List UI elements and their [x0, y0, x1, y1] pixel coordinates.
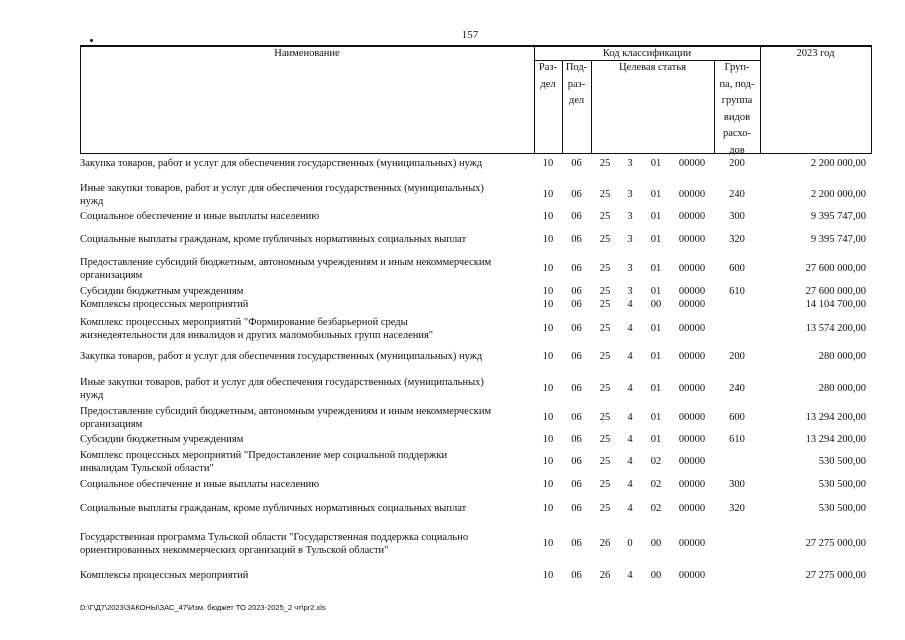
- header-group-line: группа: [721, 95, 753, 106]
- row-name-line: организациям: [80, 270, 143, 281]
- amount-cell: 13 574 200,00: [805, 323, 866, 334]
- row-name-line: организациям: [80, 419, 143, 430]
- row-name-line: ориентированных некоммерческих организаций в Тульской области": [80, 545, 389, 556]
- razdel-cell: 10: [542, 299, 554, 310]
- header-target: Целевая статья: [618, 62, 687, 73]
- header-code: Код классификации: [602, 48, 692, 59]
- podrazdel-cell: 06: [571, 456, 582, 467]
- row-name-line: Закупка товаров, работ и услуг для обеспечения государственных (муниципальных) нужд: [80, 351, 483, 362]
- target-direction-cell: 00000: [678, 434, 706, 445]
- podrazdel-cell: 06: [571, 412, 582, 423]
- razdel-cell: 10: [542, 383, 554, 394]
- group-cell: 200: [729, 158, 745, 169]
- target-program-cell: 25: [599, 434, 611, 445]
- target-complex-cell: 01: [650, 351, 662, 362]
- row-name-line: нужд: [80, 196, 104, 207]
- target-complex-cell: 01: [650, 234, 662, 245]
- row-name: [80, 569, 530, 582]
- row-name-line: Предоставление субсидий бюджетным, автономным учреждениям и иным некоммерческим: [80, 406, 492, 417]
- header-podrazdel-line: Под-: [565, 62, 588, 73]
- target-type-cell: 4: [627, 412, 633, 423]
- header-razdel-line: Раз-: [538, 62, 558, 73]
- podrazdel-cell: 06: [571, 383, 582, 394]
- target-program-cell: 25: [599, 189, 611, 200]
- header-year: 2023 год: [796, 48, 835, 59]
- table-header: [80, 45, 872, 154]
- amount-cell: 27 275 000,00: [805, 538, 866, 549]
- target-direction-cell: 00000: [678, 538, 706, 549]
- target-type-cell: 4: [627, 570, 633, 581]
- target-direction-cell: 00000: [678, 211, 706, 222]
- target-type-cell: 4: [627, 434, 633, 445]
- target-program-cell: 25: [599, 211, 611, 222]
- header-group-line: расхо-: [722, 128, 752, 139]
- row-name: [80, 433, 530, 446]
- target-complex-cell: 00: [650, 299, 662, 310]
- target-complex-cell: 01: [650, 412, 662, 423]
- amount-cell: 2 200 000,00: [810, 158, 866, 169]
- header-group: [714, 60, 760, 159]
- group-cell: 240: [729, 189, 745, 200]
- amount-cell: 9 395 747,00: [810, 211, 866, 222]
- target-program-cell: 25: [599, 234, 611, 245]
- razdel-cell: 10: [542, 234, 554, 245]
- target-program-cell: 25: [599, 412, 611, 423]
- razdel-cell: 10: [542, 158, 554, 169]
- row-name-line: Комплекс процессных мероприятий "Формирование безбарьерной среды: [80, 317, 408, 328]
- row-name-line: Закупка товаров, работ и услуг для обеспечения государственных (муниципальных) нужд: [80, 158, 483, 169]
- target-program-cell: 26: [599, 570, 611, 581]
- amount-cell: 280 000,00: [818, 351, 866, 362]
- podrazdel-cell: 06: [571, 570, 582, 581]
- header-podrazdel: [562, 60, 591, 110]
- target-direction-cell: 00000: [678, 234, 706, 245]
- target-direction-cell: 00000: [678, 383, 706, 394]
- podrazdel-cell: 06: [571, 211, 582, 222]
- podrazdel-cell: 06: [571, 299, 582, 310]
- amount-cell: 530 500,00: [818, 479, 866, 490]
- header-group-line: видов: [723, 111, 751, 123]
- row-name-line: Предоставление субсидий бюджетным, автономным учреждениям и иным некоммерческим: [80, 257, 492, 268]
- razdel-cell: 10: [542, 211, 554, 222]
- target-complex-cell: 00: [650, 538, 662, 549]
- amount-cell: 9 395 747,00: [810, 234, 866, 245]
- row-name-line: жизнедеятельности для инвалидов и других маломобильных групп населения": [80, 330, 434, 341]
- row-name: [80, 531, 530, 557]
- podrazdel-cell: 06: [571, 323, 582, 334]
- razdel-cell: 10: [542, 351, 554, 362]
- razdel-cell: 10: [542, 503, 554, 514]
- target-program-cell: 25: [599, 286, 611, 297]
- target-type-cell: 4: [627, 323, 633, 334]
- amount-cell: 13 294 200,00: [805, 434, 866, 445]
- row-name: [80, 478, 530, 491]
- podrazdel-cell: 06: [571, 234, 582, 245]
- target-complex-cell: 02: [650, 503, 662, 514]
- group-cell: 300: [729, 479, 745, 490]
- row-name: [80, 233, 530, 246]
- target-complex-cell: 01: [650, 286, 662, 297]
- row-name: [80, 256, 530, 282]
- row-name: [80, 350, 530, 363]
- group-cell: 320: [729, 503, 745, 514]
- row-name-line: Социальное обеспечение и иные выплаты населению: [80, 479, 320, 490]
- podrazdel-cell: 06: [571, 286, 582, 297]
- razdel-cell: 10: [542, 479, 554, 490]
- target-type-cell: 3: [627, 189, 633, 200]
- amount-cell: 27 600 000,00: [805, 263, 866, 274]
- scan-dot: [90, 39, 93, 42]
- target-type-cell: 4: [627, 299, 633, 310]
- target-complex-cell: 01: [650, 383, 662, 394]
- target-complex-cell: 02: [650, 456, 662, 467]
- target-type-cell: 0: [627, 538, 633, 549]
- target-type-cell: 4: [627, 503, 633, 514]
- podrazdel-cell: 06: [571, 351, 582, 362]
- border-right: [871, 46, 872, 154]
- row-name: [80, 316, 530, 342]
- target-direction-cell: 00000: [678, 299, 706, 310]
- target-complex-cell: 01: [650, 323, 662, 334]
- target-direction-cell: 00000: [678, 158, 706, 169]
- target-direction-cell: 00000: [678, 189, 706, 200]
- group-cell: 320: [729, 234, 745, 245]
- target-program-cell: 25: [599, 323, 611, 334]
- target-type-cell: 3: [627, 234, 633, 245]
- target-type-cell: 3: [627, 286, 633, 297]
- target-program-cell: 25: [599, 479, 611, 490]
- target-complex-cell: 01: [650, 263, 662, 274]
- row-name-line: Комплексы процессных мероприятий: [80, 299, 249, 310]
- podrazdel-cell: 06: [571, 479, 582, 490]
- razdel-cell: 10: [542, 570, 554, 581]
- row-name-line: Государственная программа Тульской области "Государственная поддержка социально: [80, 532, 469, 543]
- amount-cell: 14 104 700,00: [805, 299, 866, 310]
- razdel-cell: 10: [542, 434, 554, 445]
- target-program-cell: 25: [599, 503, 611, 514]
- row-name: [80, 210, 530, 223]
- row-name: [80, 298, 530, 311]
- target-direction-cell: 00000: [678, 479, 706, 490]
- amount-cell: 280 000,00: [818, 383, 866, 394]
- target-complex-cell: 01: [650, 189, 662, 200]
- header-group-line: Груп-: [724, 62, 750, 73]
- amount-cell: 530 500,00: [818, 503, 866, 514]
- razdel-cell: 10: [542, 538, 554, 549]
- header-name: Наименование: [274, 48, 340, 59]
- target-direction-cell: 00000: [678, 323, 706, 334]
- row-name-line: Социальное обеспечение и иные выплаты населению: [80, 211, 320, 222]
- header-razdel-line: дел: [540, 78, 556, 90]
- row-name: [80, 449, 530, 475]
- podrazdel-cell: 06: [571, 538, 582, 549]
- header-podrazdel-line: раз-: [567, 78, 586, 90]
- file-path-footer: D:\Г\Д7\2023\ЗАКОНЫ\ЗАС_47\Изм. бюджет ТО 2023-2025_2 чт\pr2.xls: [80, 603, 326, 612]
- target-program-cell: 25: [599, 383, 611, 394]
- target-program-cell: 25: [599, 263, 611, 274]
- podrazdel-cell: 06: [571, 189, 582, 200]
- target-type-cell: 4: [627, 456, 633, 467]
- razdel-cell: 10: [542, 286, 554, 297]
- target-complex-cell: 00: [650, 570, 662, 581]
- group-cell: 300: [729, 211, 745, 222]
- row-name: [80, 502, 530, 515]
- group-cell: 240: [729, 383, 745, 394]
- razdel-cell: 10: [542, 263, 554, 274]
- target-program-cell: 26: [599, 538, 611, 549]
- row-name: [80, 157, 530, 170]
- target-type-cell: 3: [627, 211, 633, 222]
- group-cell: 610: [729, 434, 745, 445]
- podrazdel-cell: 06: [571, 158, 582, 169]
- razdel-cell: 10: [542, 456, 554, 467]
- amount-cell: 530 500,00: [818, 456, 866, 467]
- target-type-cell: 3: [627, 263, 633, 274]
- target-type-cell: 4: [627, 351, 633, 362]
- row-name-line: Социальные выплаты гражданам, кроме публичных нормативных социальных выплат: [80, 234, 467, 245]
- row-name-line: Комплексы процессных мероприятий: [80, 570, 249, 581]
- target-type-cell: 4: [627, 383, 633, 394]
- target-type-cell: 4: [627, 479, 633, 490]
- target-program-cell: 25: [599, 299, 611, 310]
- target-direction-cell: 00000: [678, 286, 706, 297]
- amount-cell: 27 600 000,00: [805, 286, 866, 297]
- row-name-line: Субсидии бюджетным учреждениям: [80, 434, 244, 445]
- row-name-line: нужд: [80, 390, 104, 401]
- amount-cell: 13 294 200,00: [805, 412, 866, 423]
- amount-cell: 2 200 000,00: [810, 189, 866, 200]
- row-name-line: Социальные выплаты гражданам, кроме публичных нормативных социальных выплат: [80, 503, 467, 514]
- group-cell: 610: [729, 286, 745, 297]
- group-cell: 600: [729, 412, 745, 423]
- razdel-cell: 10: [542, 412, 554, 423]
- row-name: [80, 405, 530, 431]
- target-direction-cell: 00000: [678, 503, 706, 514]
- row-name: [80, 376, 530, 402]
- row-name: [80, 182, 530, 208]
- target-direction-cell: 00000: [678, 456, 706, 467]
- row-name-line: Иные закупки товаров, работ и услуг для обеспечения государственных (муниципальных): [80, 377, 484, 388]
- podrazdel-cell: 06: [571, 503, 582, 514]
- target-program-cell: 25: [599, 456, 611, 467]
- podrazdel-cell: 06: [571, 434, 582, 445]
- target-program-cell: 25: [599, 351, 611, 362]
- target-complex-cell: 01: [650, 158, 662, 169]
- target-direction-cell: 00000: [678, 263, 706, 274]
- row-name-line: инвалидам Тульской области": [80, 463, 214, 474]
- target-complex-cell: 01: [650, 434, 662, 445]
- razdel-cell: 10: [542, 189, 554, 200]
- target-direction-cell: 00000: [678, 570, 706, 581]
- row-name-line: Комплекс процессных мероприятий "Предоставление мер социальной поддержки: [80, 450, 448, 461]
- amount-cell: 27 275 000,00: [805, 570, 866, 581]
- target-type-cell: 3: [627, 158, 633, 169]
- header-group-line: па, под-: [719, 78, 755, 90]
- header-razdel: [534, 60, 562, 93]
- target-complex-cell: 01: [650, 211, 662, 222]
- target-direction-cell: 00000: [678, 412, 706, 423]
- row-name-line: Иные закупки товаров, работ и услуг для обеспечения государственных (муниципальных): [80, 183, 484, 194]
- group-cell: 200: [729, 351, 745, 362]
- group-cell: 600: [729, 263, 745, 274]
- row-name: [80, 285, 530, 298]
- target-complex-cell: 02: [650, 479, 662, 490]
- header-podrazdel-line: дел: [568, 95, 585, 106]
- page-number: 157: [461, 29, 479, 41]
- header-group-line: дов: [729, 144, 745, 156]
- target-direction-cell: 00000: [678, 351, 706, 362]
- podrazdel-cell: 06: [571, 263, 582, 274]
- razdel-cell: 10: [542, 323, 554, 334]
- target-program-cell: 25: [599, 158, 611, 169]
- row-name-line: Субсидии бюджетным учреждениям: [80, 286, 244, 297]
